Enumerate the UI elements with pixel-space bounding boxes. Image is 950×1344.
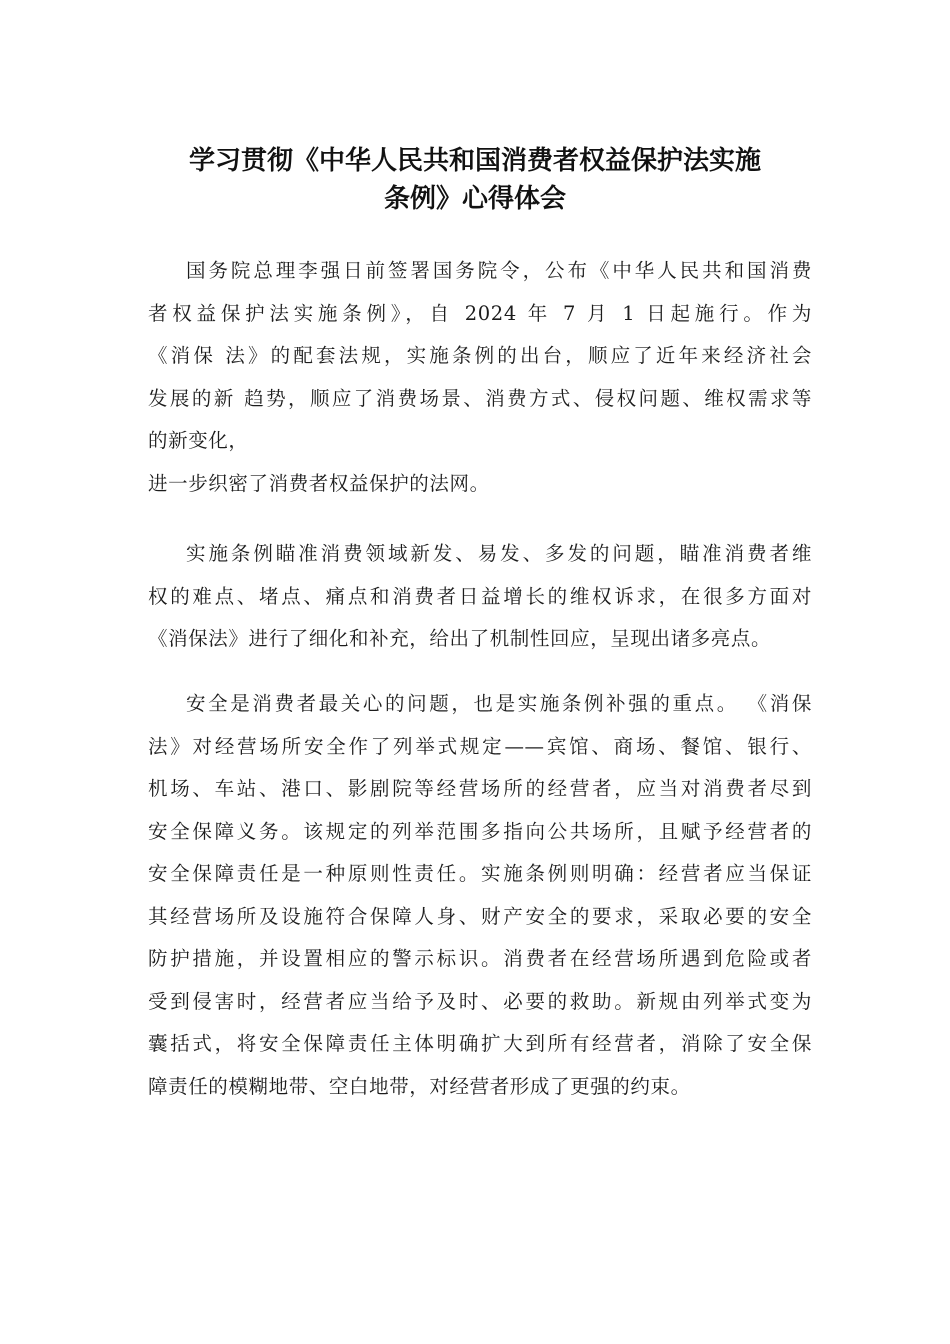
paragraph-line: 者权益保护法实施条例》，自 2024 年 7 月 1 日起施行。作为: [148, 301, 812, 325]
paragraph-3: [148, 683, 812, 1108]
paragraph-line: 安全保障义务。该规定的列举范围多指向公共场所，且赋予经营者的: [148, 819, 812, 843]
paragraph-line: 机场、车站、港口、影剧院等经营场所的经营者，应当对消费者尽到: [148, 777, 812, 800]
paragraph-line: 权的难点、堵点、痛点和消费者日益增长的维权诉求，在很多方面对: [148, 584, 812, 608]
paragraph-line: 囊括式，将安全保障责任主体明确扩大到所有经营者，消除了安全保: [148, 1032, 812, 1055]
paragraph-line: 安全保障责任是一种原则性责任。实施条例则明确：经营者应当保证: [148, 862, 812, 885]
paragraph-line: 的新变化，: [148, 429, 249, 452]
paragraph-line: 《消保 法》的配套法规，实施条例的出台，顺应了近年来经济社会: [148, 344, 812, 367]
paragraph-2: [148, 533, 812, 661]
paragraph-line: 安全是消费者最关心的问题，也是实施条例补强的重点。 《消保: [186, 692, 812, 715]
document-title: [140, 142, 810, 218]
paragraph-line: 防护措施，并设置相应的警示标识。消费者在经营场所遇到危险或者: [148, 947, 812, 970]
paragraph-line: 法》对经营场所安全作了列举式规定——宾馆、商场、餐馆、银行、: [148, 734, 812, 758]
paragraph-1: [148, 250, 812, 505]
paragraph-line: 实施条例瞄准消费领域新发、易发、多发的问题，瞄准消费者维: [186, 542, 812, 565]
paragraph-line: 其经营场所及设施符合保障人身、财产安全的要求，采取必要的安全: [148, 904, 812, 928]
paragraph-line: 国务院总理李强日前签署国务院令，公布《中华人民共和国消费: [186, 259, 812, 282]
paragraph-line: 障责任的模糊地带、空白地带，对经营者形成了更强的约束。: [148, 1074, 691, 1098]
title-line: 学习贯彻《中华人民共和国消费者权益保护法实施: [188, 146, 761, 176]
title-line: 条例》心得体会: [383, 184, 566, 214]
paragraph-line: 《消保法》进行了细化和补充，给出了机制性回应，呈现出诸多亮点。: [148, 627, 772, 650]
paragraph-line: 进一步织密了消费者权益保护的法网。: [148, 471, 490, 495]
paragraph-line: 受到侵害时，经营者应当给予及时、必要的救助。新规由列举式变为: [148, 989, 812, 1013]
paragraph-line: 发展的新 趋势，顺应了消费场景、消费方式、侵权问题、维权需求等: [148, 386, 812, 410]
